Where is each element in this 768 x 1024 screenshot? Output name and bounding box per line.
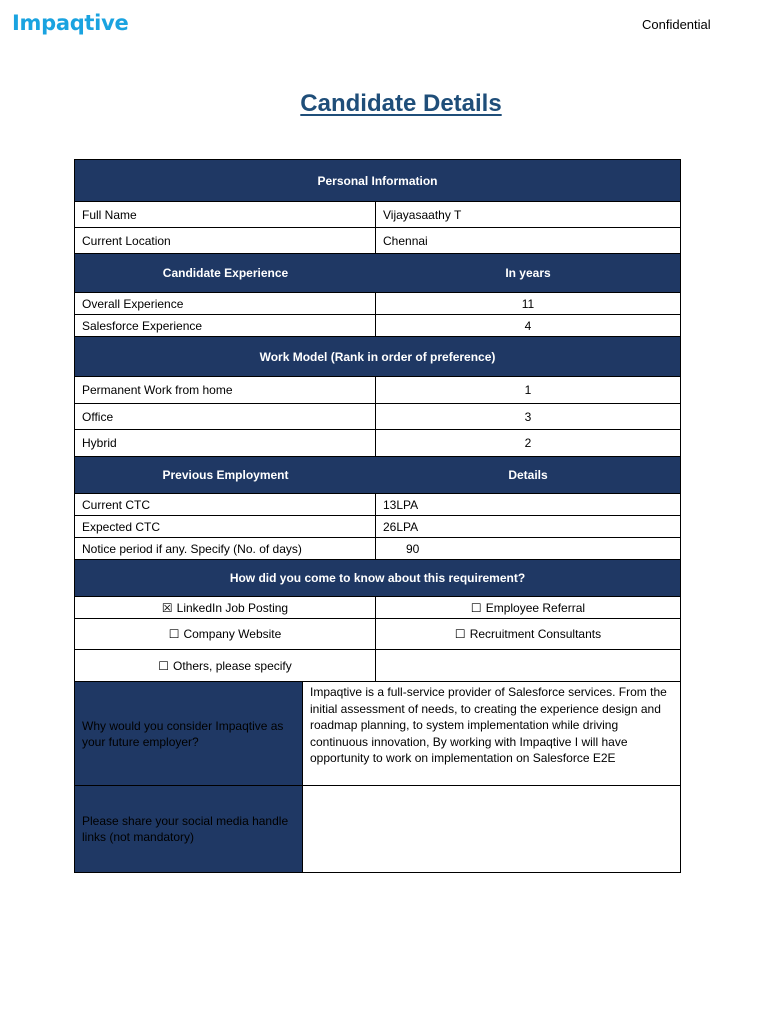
impaqtive-logo: Impaqtive (12, 11, 129, 35)
option-linkedin-label: LinkedIn Job Posting (176, 600, 289, 615)
checked-box-icon[interactable]: ☒ (161, 600, 173, 615)
notice-period-label: Notice period if any. Specify (No. of days) (75, 538, 376, 559)
full-name-label: Full Name (75, 202, 376, 227)
hybrid-label: Hybrid (75, 430, 376, 456)
why-impaqtive-question-cell (75, 682, 303, 785)
confidential-label: Confidential (642, 17, 711, 32)
current-ctc-value[interactable]: 13LPA (383, 497, 419, 512)
salesforce-experience-value[interactable]: 4 (524, 318, 532, 333)
experience-heading: Candidate Experience (162, 266, 289, 280)
employment-heading: Previous Employment (162, 468, 289, 482)
social-media-question-cell (75, 786, 303, 872)
expected-ctc-value[interactable]: 26LPA (383, 519, 419, 534)
checkbox-icon[interactable]: ☐ (454, 627, 466, 641)
table-row (75, 292, 680, 314)
why-impaqtive-answer[interactable]: Impaqtive is a full-service provider of Salesforce services. From the initial assessment of needs, to creating the experience design and roadmap planning, to system implementation while driving continuous innovation, By working with Impaqtive I will have opportunity to work on implementation on Salesforce E2E (310, 685, 667, 765)
personal-info-header (75, 160, 680, 201)
work-model-header (75, 336, 680, 376)
expected-ctc-label: Expected CTC (75, 516, 376, 537)
checkbox-icon[interactable]: ☐ (158, 658, 170, 673)
why-impaqtive-question: Why would you consider Impaqtive as your future employer? (82, 718, 284, 749)
source-header (75, 559, 680, 596)
option-others-label: Others, please specify (173, 658, 292, 673)
option-others[interactable] (75, 650, 376, 681)
table-row (75, 493, 680, 515)
why-impaqtive-row (75, 681, 680, 785)
personal-info-heading: Personal Information (317, 173, 438, 188)
table-row (75, 618, 680, 649)
table-row (75, 515, 680, 537)
overall-experience-label: Overall Experience (75, 293, 376, 314)
table-row (75, 537, 680, 559)
table-row (75, 376, 680, 403)
table-row (75, 649, 680, 681)
table-row (75, 227, 680, 253)
social-media-row (75, 785, 680, 872)
option-employee-referral-label: Employee Referral (485, 600, 586, 615)
table-row (75, 403, 680, 429)
option-company-website[interactable] (75, 619, 376, 649)
work-from-home-rank[interactable]: 1 (524, 383, 532, 397)
source-heading: How did you come to know about this requirement? (229, 571, 526, 585)
office-label: Office (75, 404, 376, 429)
others-specify-field[interactable] (376, 650, 680, 681)
option-employee-referral[interactable] (376, 597, 680, 618)
notice-period-value[interactable]: 90 (406, 541, 420, 556)
work-from-home-label: Permanent Work from home (75, 377, 376, 403)
option-linkedin[interactable] (75, 597, 376, 618)
current-ctc-label: Current CTC (75, 494, 376, 515)
social-media-question: Please share your social media handle links (not mandatory) (82, 814, 289, 844)
experience-years-heading: In years (505, 266, 551, 280)
work-model-heading: Work Model (Rank in order of preference) (259, 349, 496, 364)
current-location-label: Current Location (75, 228, 376, 253)
employment-details-heading: Details (508, 468, 548, 482)
salesforce-experience-label: Salesforce Experience (75, 315, 376, 336)
checkbox-icon[interactable]: ☐ (168, 627, 180, 641)
full-name-value[interactable]: Vijayasaathy T (383, 207, 462, 222)
current-location-value[interactable]: Chennai (383, 233, 428, 248)
table-row (75, 314, 680, 336)
option-recruitment-consultants-label: Recruitment Consultants (469, 627, 602, 641)
office-rank[interactable]: 3 (524, 409, 532, 424)
page-title: Candidate Details (300, 90, 502, 117)
social-media-answer[interactable] (303, 786, 680, 872)
table-row (75, 201, 680, 227)
employment-header (75, 456, 680, 493)
table-row (75, 596, 680, 618)
experience-header (75, 253, 680, 292)
checkbox-icon[interactable]: ☐ (470, 600, 482, 615)
hybrid-rank[interactable]: 2 (524, 436, 532, 450)
table-row (75, 429, 680, 456)
option-recruitment-consultants[interactable] (376, 619, 680, 649)
overall-experience-value[interactable]: 11 (521, 296, 535, 311)
option-company-website-label: Company Website (183, 627, 282, 641)
candidate-form-table (74, 159, 681, 873)
